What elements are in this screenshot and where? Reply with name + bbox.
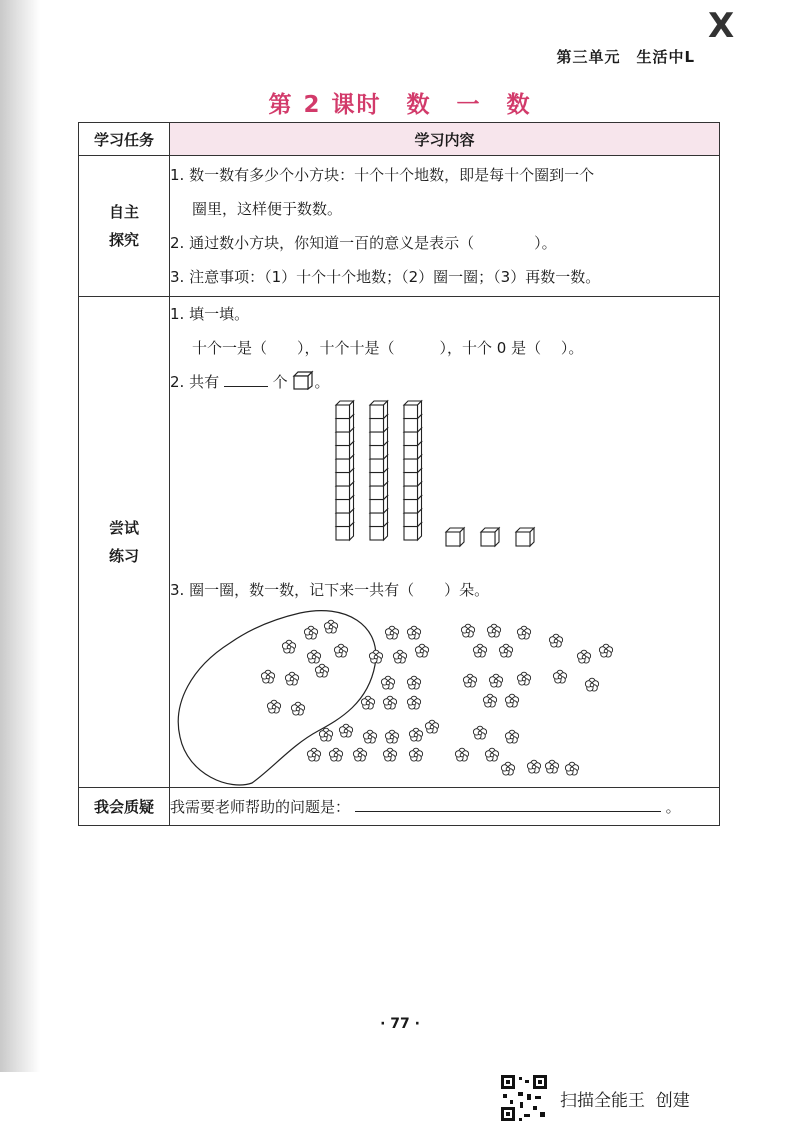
flower-icon <box>267 700 280 713</box>
head-task: 学习任务 <box>79 123 170 156</box>
flower-icon <box>473 644 486 657</box>
unit-header: 第三单元 生活中L <box>556 48 695 66</box>
scanner-watermark <box>500 1074 690 1122</box>
flower-icon <box>261 670 274 683</box>
rod-cube <box>370 401 388 419</box>
question-end: 。 <box>665 797 681 816</box>
q2-end: 。 <box>314 373 330 391</box>
flower-icon <box>483 694 496 707</box>
q2-suffix: 个 <box>272 373 288 391</box>
task-label: 探究 <box>108 231 139 249</box>
flower-icon <box>369 650 382 663</box>
flower-icon <box>363 730 376 743</box>
table-row-explore <box>79 156 720 297</box>
flower-icon <box>319 728 332 741</box>
page-number: · 77 · <box>380 1016 420 1032</box>
flower-icon <box>463 674 476 687</box>
qr-code-icon <box>500 1074 548 1122</box>
flower-icon <box>489 674 502 687</box>
flower-icon <box>361 696 374 709</box>
flower-icon <box>383 696 396 709</box>
lesson-table <box>78 122 720 826</box>
task-cell-practice <box>79 297 170 788</box>
q2-prefix: 2. 共有 <box>170 373 220 391</box>
flower-field-figure <box>170 607 710 787</box>
single-cube <box>516 528 534 546</box>
flower-icon <box>407 676 420 689</box>
flower-icon <box>383 748 396 761</box>
task-cell-question: 我会质疑 <box>79 788 170 826</box>
cube-icon <box>292 370 314 390</box>
content-cell-explore <box>170 156 720 297</box>
flower-icon <box>499 644 512 657</box>
flower-icon <box>304 626 317 639</box>
q1-title: 1. 填一填。 <box>170 305 250 323</box>
cube-figure <box>170 399 719 571</box>
flower-figure <box>170 607 719 787</box>
explore-item-1-cont: 圈里，这样便于数数。 <box>192 200 343 218</box>
flower-icon <box>385 730 398 743</box>
flower-icon <box>334 644 347 657</box>
single-cube <box>446 528 464 546</box>
question-answer-line[interactable] <box>355 795 661 812</box>
flower-icon <box>517 626 530 639</box>
flower-icon <box>527 760 540 773</box>
explore-item-1: 1. 数一数有多少个小方块：十个十个地数，即是每十个圈到一个 <box>170 166 595 184</box>
flower-icon <box>505 694 518 707</box>
flower-icon <box>291 702 304 715</box>
flower-icon <box>409 728 422 741</box>
lesson-title: 第 2 课时 数 一 数 <box>268 92 532 118</box>
q2-line <box>170 365 719 399</box>
head-content: 学习内容 <box>170 123 720 156</box>
flower-icon <box>517 672 530 685</box>
flower-icon <box>549 634 562 647</box>
page-binding-shadow <box>0 0 40 1080</box>
rod-cube <box>404 401 422 419</box>
flower-icon <box>565 762 578 775</box>
flower-icon <box>307 650 320 663</box>
explore-item-3: 3. 注意事项：（1）十个十个地数；（2）圈一圈；（3）再数一数。 <box>170 268 601 286</box>
flower-icon <box>307 748 320 761</box>
flower-icon <box>505 730 518 743</box>
flower-icon <box>315 664 328 677</box>
task-label: 练习 <box>108 547 139 565</box>
flower-icon <box>409 748 422 761</box>
q1-fill-line: 十个一是（ ），十个十是（ ），十个 0 是（ ）。 <box>192 339 584 357</box>
rod-cube <box>336 401 354 419</box>
flower-icon <box>577 650 590 663</box>
flower-icon <box>407 626 420 639</box>
flower-icon <box>599 644 612 657</box>
q2-answer-blank[interactable] <box>224 370 268 387</box>
flower-icon <box>329 748 342 761</box>
flower-icon <box>385 626 398 639</box>
flower-icon <box>455 748 468 761</box>
cube-columns-figure <box>170 399 710 571</box>
task-label: 自主 <box>108 203 139 221</box>
content-cell-practice <box>170 297 720 788</box>
flower-icon <box>473 726 486 739</box>
task-label: 尝试 <box>108 519 139 537</box>
table-row-question <box>79 788 720 826</box>
flower-icon <box>585 678 598 691</box>
flower-icon <box>339 724 352 737</box>
flower-icon <box>553 670 566 683</box>
flower-icon <box>393 650 406 663</box>
flower-icon <box>485 748 498 761</box>
flower-icon <box>324 620 337 633</box>
flower-icon <box>282 640 295 653</box>
counting-loop <box>178 611 376 785</box>
flower-icon <box>425 720 438 733</box>
table-header-row <box>79 123 720 156</box>
flower-icon <box>415 644 428 657</box>
flower-icon <box>285 672 298 685</box>
q3-line: 3. 圈一圈，数一数，记下来一共有（ ）朵。 <box>170 581 490 599</box>
flower-icon <box>407 696 420 709</box>
explore-item-2: 2. 通过数小方块，你知道一百的意义是表示（ ）。 <box>170 234 557 252</box>
scanner-text: 扫描全能王 创建 <box>560 1090 690 1111</box>
question-prompt: 我需要老师帮助的问题是： <box>170 797 351 816</box>
flower-icon <box>353 748 366 761</box>
content-cell-question <box>170 788 720 826</box>
flower-icon <box>461 624 474 637</box>
flower-icon <box>501 762 514 775</box>
flower-icon <box>545 760 558 773</box>
table-row-practice <box>79 297 720 788</box>
corner-mark: X <box>708 6 735 46</box>
flower-icon <box>381 676 394 689</box>
flower-icon <box>487 624 500 637</box>
single-cube <box>481 528 499 546</box>
task-cell-explore <box>79 156 170 297</box>
